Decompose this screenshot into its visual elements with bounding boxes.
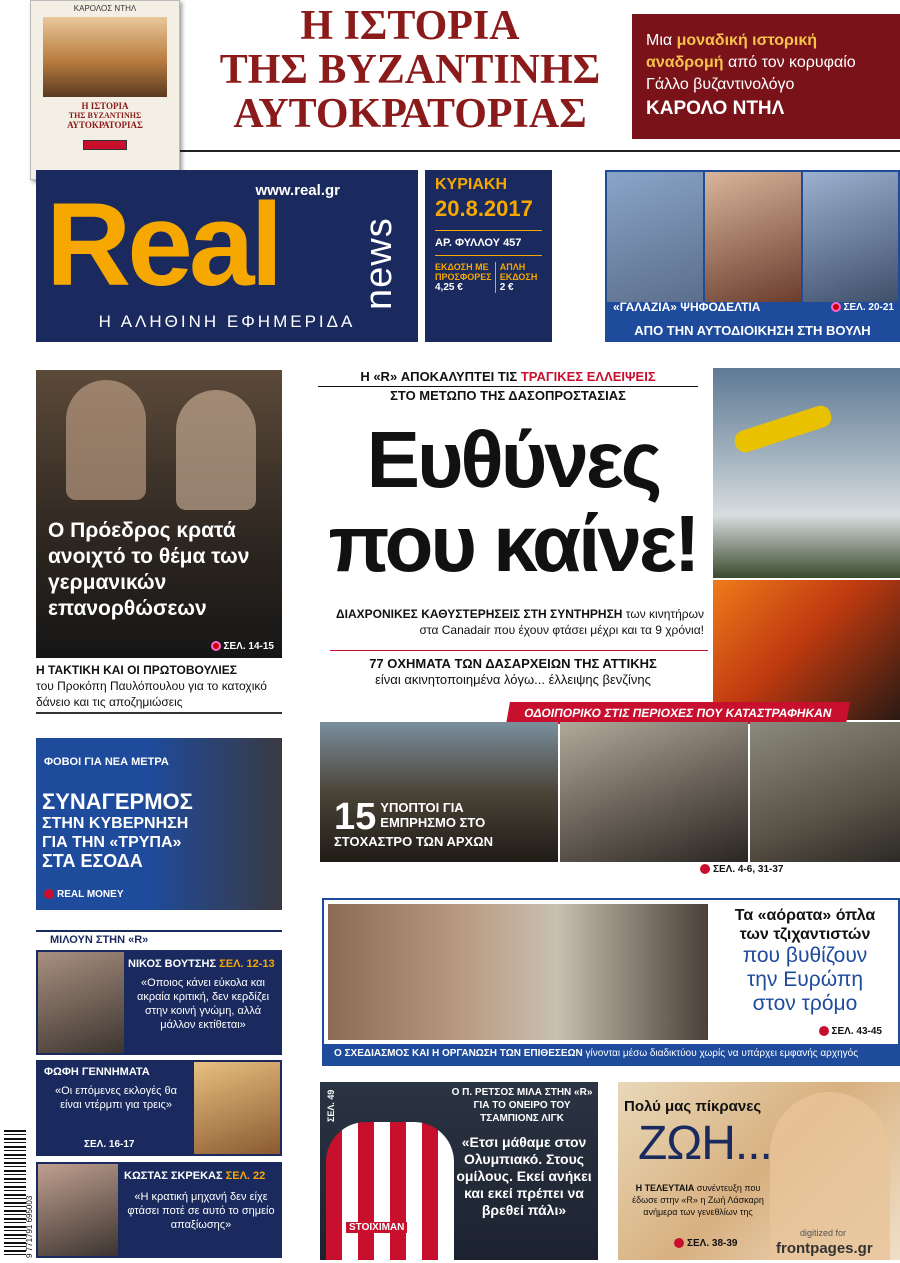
main-headline [318,415,708,588]
masthead-issue: ΑΡ. ΦΥΛΛΟΥ 457 [435,237,522,249]
top-right-kicker: «ΓΑΛΑΖΙΑ» ΨΗΦΟΔΕΛΤΙΑ [613,300,761,314]
top-divider [180,150,900,152]
skrekas-photo [38,1164,118,1256]
skrekas-page: ΣΕΛ. 22 [225,1170,266,1182]
zoe-sub-text: συνέντευξη που έδωσε στην «R» η Ζωή Λάσκαρη ανήμερα των γενεθλίων της [632,1183,764,1217]
measures-section [44,889,124,900]
page-ref-icon [700,864,710,874]
measures-headline-2: ΣΤΗΝ ΚΥΒΕΡΝΗΣΗ [42,815,189,832]
terror-caption [324,1044,898,1064]
terror-page-label: ΣΕΛ. 43-45 [831,1026,882,1037]
sport-page: ΣΕΛ. 49 [326,1089,336,1122]
main-deck-divider [330,650,708,651]
main-deck1-text: των κινητήρων στα Canadair που έχουν φτάσει μέχρι και τα 9 χρόνια! [419,607,704,637]
masthead-date-box [425,170,552,342]
masthead-logo-box[interactable] [36,170,418,342]
page-ref-icon [819,1026,829,1036]
main-page-label: ΣΕΛ. 4-6, 31-37 [713,864,784,875]
edition-offers-price: 4,25 € [435,282,463,293]
president-sub-text: του Προκόπη Παυλόπουλου για το κατοχικό δάνειο και τις αποζημιώσεις [36,679,267,709]
digitized-for: digitized for [800,1228,847,1238]
zoe-page-label: ΣΕΛ. 38-39 [687,1238,738,1249]
book-title [190,4,630,136]
barcode [4,1130,26,1258]
president-photo [66,380,146,500]
book-blurb-2: από τον κορυφαίο Γάλλο βυζαντινολόγο [646,54,856,93]
skrekas-name [124,1170,265,1182]
measures-headline-4: ΣΤΑ ΕΣΟΔΑ [42,851,143,871]
top-right-page [831,302,894,313]
main-deck1-bold: ΔΙΑΧΡΟΝΙΚΕΣ ΚΑΘΥΣΤΕΡΗΣΕΙΣ ΣΤΗ ΣΥΝΤΗΡΗΣΗ [336,607,623,621]
gennimata-quote: «Οι επόμενες εκλογές θα είναι ντέρμπι για τρεις» [55,1085,177,1111]
page-ref-icon [831,302,841,312]
terror-headline [712,906,898,1016]
sport-kicker: Ο Π. ΡΕΤΣΟΣ ΜΙΛΑ ΣΤΗΝ «R» ΓΙΑ ΤΟ ΟΝΕΙΡΟ ΤΟΥ ΤΣΑΜΠΙΟΝΣ ΛΙΓΚ [451,1087,593,1124]
book-blurb-1: Μια [646,32,677,49]
book-cover-title-3: ΑΥΤΟΚΡΑΤΟΡΙΑΣ [67,120,143,130]
book-title-line2: ΤΗΣ ΒΥΖΑΝΤΙΝΗΣ [219,47,601,93]
page-ref-icon [211,641,221,651]
president-story[interactable] [36,370,282,658]
masthead-date: 20.8.2017 [435,196,533,221]
canadair-photo[interactable] [713,368,900,578]
politician-photo-2 [705,172,801,302]
terror-headline-2: των τζιχαντιστών [739,926,871,943]
vourtsis-name-text: ΝΙΚΟΣ ΒΟΥΤΣΗΣ [128,958,217,970]
terror-headline-3: που βυθίζουν [742,944,868,967]
book-blurb-box [632,14,900,139]
barcode-digits: 9 771791 695003 [25,1195,34,1258]
zoe-sub-bold: Η ΤΕΛΕΥΤΑΙΑ [635,1183,695,1193]
edition-offers-label: ΕΚΔΟΣΗ ΜΕ ΠΡΟΣΦΟΡΕΣ [435,262,492,282]
book-cover-title-2: ΤΗΣ ΒΥΖΑΝΤΙΝΗΣ [68,111,142,120]
president-subline [36,662,282,710]
suspects-text-1: ΥΠΟΠΤΟΙ ΓΙΑ [380,800,464,815]
main-deck2-text: είναι ακινητοποιημένα λόγω... έλλειψης βενζίνης [375,672,651,687]
measures-kicker: ΦΟΒΟΙ ΓΙΑ ΝΕΑ ΜΕΤΡΑ [44,756,169,768]
measures-headline [42,790,193,871]
masthead-url[interactable]: www.real.gr [255,182,340,199]
politician-photo-3 [803,172,898,302]
sport-quote: «Ετσι μάθαμε στον Ολυμπιακό. Στους ομίλους. Εκεί ανήκει και εκεί πρέπει να βρεθεί πάλι» [456,1134,592,1218]
vourtsis-photo [38,952,124,1053]
left-divider [36,712,282,714]
main-headline-2: που καίνε! [328,499,698,588]
main-headline-1: Ευθύνες [366,415,660,504]
burned-car-photo[interactable] [750,722,900,862]
president-page [211,641,274,652]
measures-headline-3: ΓΙΑ ΤΗΝ «ΤΡΥΠΑ» [42,834,182,851]
zoe-headline-1: Πολύ μας πίκρανες [624,1098,762,1115]
main-deck-2 [318,656,708,688]
top-right-headline: ΑΠΟ ΤΗΝ ΑΥΤΟΔΙΟΙΚΗΣΗ ΣΤΗ ΒΟΥΛΗ [634,323,871,338]
airplane-icon [732,403,834,455]
terror-photo [328,904,708,1040]
book-title-line3: ΑΥΤΟΚΡΑΤΟΡΙΑΣ [233,91,587,137]
book-cover[interactable] [30,0,180,180]
reportage-banner: ΟΔΟΙΠΟΡΙΚΟ ΣΤΙΣ ΠΕΡΙΟΧΕΣ ΠΟΥ ΚΑΤΑΣΤΡΑΦΗΚΑΝ [506,702,850,724]
book-title-line1: Η ΙΣΤΟΡΙΑ [300,3,520,49]
top-right-page-label: ΣΕΛ. 20-21 [843,302,894,313]
player-photo [326,1122,454,1260]
player-shirt-sponsor: STOIXIMAN [346,1222,407,1233]
masthead-day: ΚΥΡΙΑΚΗ [435,176,508,193]
terror-caption-bold: Ο ΣΧΕΔΙΑΣΜΟΣ ΚΑΙ Η ΟΡΓΑΝΩΣΗ ΤΩΝ ΕΠΙΘΕΣΕΩΝ [334,1048,583,1059]
suspects-text-3: ΣΤΟΧΑΣΤΡΟ ΤΩΝ ΑΡΧΩΝ [334,834,494,849]
terror-caption-text: γίνονται μέσω διαδικτύου χωρίς να υπάρχει εμφανής αρχηγός [582,1048,859,1059]
burned-yard-photo[interactable] [560,722,748,862]
skrekas-quote: «Η κρατική μηχανή δεν είχε φτάσει ποτέ σε αυτό το σημείο απαξίωσης» [127,1191,275,1231]
firefighter-photo[interactable] [713,580,900,720]
speak-label [36,930,282,946]
suspects-num: 15 [334,796,377,838]
suspects-caption [334,796,494,849]
politician-photo-1 [607,172,703,302]
book-cover-image [43,17,167,97]
top-right-story[interactable] [605,170,900,342]
book-blurb-author: ΚΑΡΟΛΟ ΝΤΗΛ [646,98,785,119]
suspects-text-2: ΕΜΠΡΗΣΜΟ ΣΤΟ [380,815,486,830]
main-deck-1 [318,606,708,638]
edition-simple-price: 2 € [499,282,514,293]
terror-story[interactable] [322,898,900,1066]
main-deck2-bold: 77 ΟΧΗΜΑΤΑ ΤΩΝ ΔΑΣΑΡΧΕΙΩΝ ΤΗΣ ΑΤΤΙΚΗΣ [369,656,657,671]
president-page-label: ΣΕΛ. 14-15 [223,641,274,652]
zoe-headline-2: ΖΩΗ... [638,1117,772,1170]
measures-story[interactable] [36,738,282,910]
gennimata-photo [194,1062,280,1154]
money-icon [44,889,54,899]
book-cover-author: ΚΑΡΟΛΟΣ ΝΤΗΛ [73,4,137,13]
burned-house-photo[interactable] [320,722,558,862]
terror-page [819,1026,882,1037]
book-cover-badge [83,140,127,150]
page-ref-icon [674,1238,684,1248]
terror-headline-1: Τα «αόρατα» όπλα [734,907,876,924]
masthead-logo-news: news [358,217,400,310]
president-headline: Ο Πρόεδρος κρατά ανοιχτό το θέμα των γερμανικών επανορθώσεων [48,519,250,620]
vourtsis-quote: «Οποιος κάνει εύκολα και ακραία κριτική, δεν κερδίζει στην κοινή γνώμη, αλλά μάλλον εκτίθεται» [136,977,270,1031]
main-kicker [318,368,698,405]
book-cover-title-1: Η ΙΣΤΟΡΙΑ [81,101,129,111]
terror-headline-5: στον τρόμο [752,992,858,1015]
gennimata-page: ΣΕΛ. 16-17 [84,1139,135,1150]
masthead-logo: Real [46,179,280,311]
book-blurb-bold: μοναδική ιστορική αναδρομή [646,32,818,71]
sport-story[interactable] [320,1082,598,1260]
speak-item-skrekas[interactable] [36,1162,282,1258]
measures-section-label: REAL MONEY [57,889,124,900]
main-kicker-red: ΤΡΑΓΙΚΕΣ ΕΛΛΕΙΨΕΙΣ [520,369,656,384]
skrekas-name-text: ΚΩΣΤΑΣ ΣΚΡΕΚΑΣ [124,1170,223,1182]
masthead-tagline: Η ΑΛΗΘΙΝΗ ΕΦΗΜΕΡΙΔΑ [98,312,356,331]
gennimata-name: ΦΩΦΗ ΓΕΝΝΗΜΑΤΑ [44,1066,150,1078]
main-kicker-2: ΣΤΟ ΜΕΤΩΠΟ ΤΗΣ ΔΑΣΟΠΡΟΣΤΑΣΙΑΣ [318,386,698,405]
zoe-sub [628,1182,768,1218]
zoe-story[interactable] [618,1082,900,1260]
terror-headline-4: την Ευρώπη [746,968,863,991]
speak-item-vourtsis[interactable] [36,950,282,1055]
zoe-page [674,1238,737,1249]
vourtsis-page: ΣΕΛ. 12-13 [219,958,275,970]
speak-item-gennimata[interactable] [36,1060,282,1156]
edition-simple-label: ΑΠΛΗ ΕΚΔΟΣΗ [499,262,538,282]
frontpages-link[interactable]: frontpages.gr [776,1240,873,1257]
main-kicker-1: Η «R» ΑΠΟΚΑΛΥΠΤΕΙ ΤΙΣ [360,369,521,384]
speak-label-text: ΜΙΛΟΥΝ ΣΤΗΝ «R» [50,934,149,946]
vourtsis-name [128,958,275,970]
measures-headline-1: ΣΥΝΑΓΕΡΜΟΣ [42,789,193,814]
president-sub-bold: Η ΤΑΚΤΙΚΗ ΚΑΙ ΟΙ ΠΡΩΤΟΒΟΥΛΙΕΣ [36,663,237,677]
main-page [700,864,783,875]
president-photo-2 [176,390,256,510]
